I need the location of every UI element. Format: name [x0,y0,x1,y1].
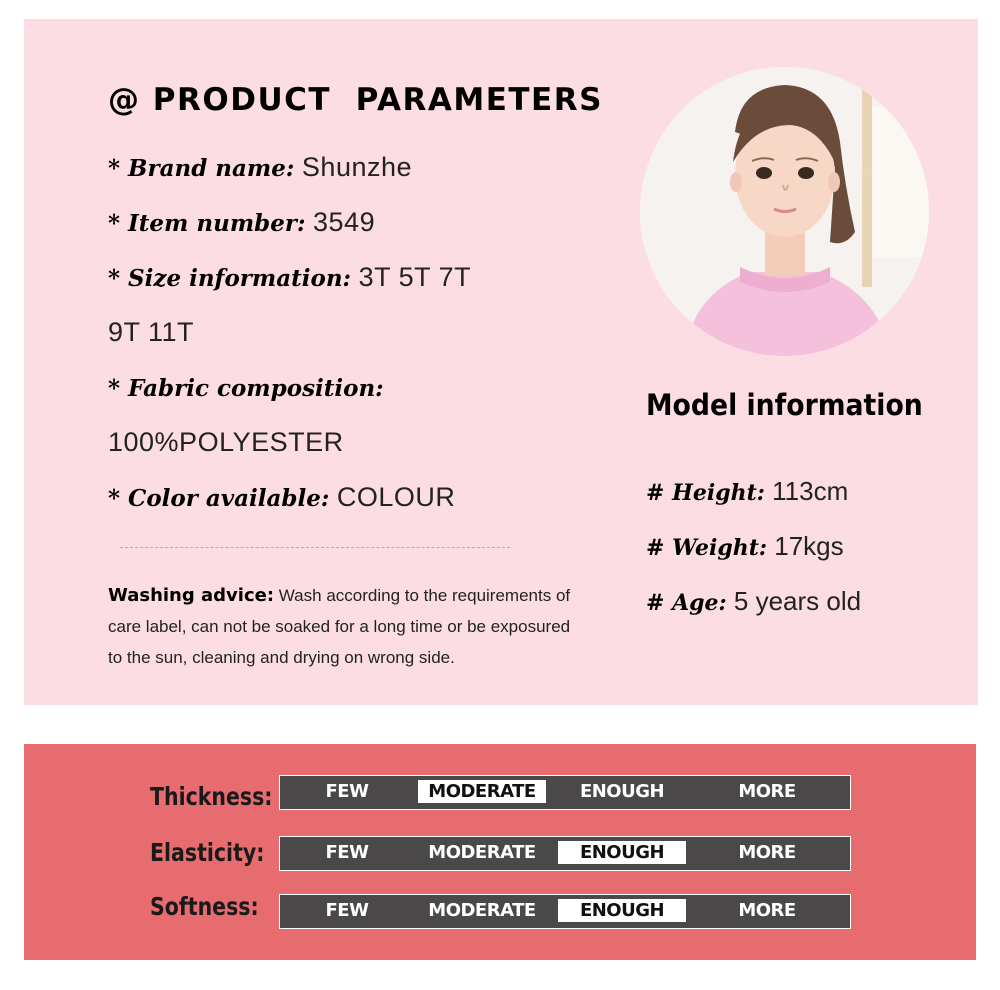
divider [120,547,510,548]
size-value: 3T 5T 7T [358,262,472,292]
item-number-value: 3549 [313,207,376,237]
color-label: * Color available: [108,485,330,512]
thickness-option-moderate: MODERATE [418,780,546,803]
model-photo-illustration [640,67,929,356]
model-weight-value: 17kgs [774,531,844,561]
model-age-row [646,586,861,617]
size-row [108,262,471,293]
thickness-label: Thickness: [150,782,273,811]
elasticity-option-enough: ENOUGH [558,841,686,864]
washing-advice [108,580,588,673]
color-row [108,482,455,513]
softness-option-enough: ENOUGH [558,899,686,922]
size-label: * Size information: [108,265,352,292]
elasticity-label: Elasticity: [150,838,265,867]
softness-option-more: MORE [738,900,796,921]
model-photo [640,67,929,356]
washing-advice-text: Wash according to the requirements of care label, can not be soaked for a long time or be exposured to the sun, cleaning and drying on wrong side. [108,586,571,667]
elasticity-option-moderate: MODERATE [428,842,536,863]
thickness-scale [279,775,851,810]
model-weight-label: # Weight: [646,535,768,561]
fabric-row [108,372,384,403]
softness-option-few: FEW [325,900,369,921]
washing-advice-label: Washing advice: [108,585,275,606]
fabric-label: * Fabric composition: [108,375,384,402]
model-height-label: # Height: [646,480,765,506]
thickness-option-enough: ENOUGH [579,781,665,802]
elasticity-scale [279,836,851,871]
model-height-value: 113cm [772,476,849,506]
model-info-title: Model information [646,388,923,422]
item-number-label: * Item number: [108,210,306,237]
brand-row [108,152,412,183]
model-weight-row [646,531,844,562]
model-age-value: 5 years old [733,586,862,616]
softness-option-moderate: MODERATE [428,900,536,921]
brand-label: * Brand name: [108,155,295,182]
page-title: @ PRODUCT PARAMETERS [108,82,603,118]
model-age-label: # Age: [646,590,727,616]
fabric-value: 100%POLYESTER [108,427,344,457]
thickness-option-more: MORE [738,781,796,802]
softness-scale [279,894,851,929]
color-value: COLOUR [336,482,456,512]
elasticity-option-few: FEW [325,842,369,863]
softness-label: Softness: [150,892,259,921]
thickness-option-few: FEW [325,781,369,802]
item-number-row [108,207,375,238]
model-height-row [646,476,848,507]
fabric-value-row [108,427,344,458]
size-value-continued: 9T 11T [108,317,195,347]
elasticity-option-more: MORE [738,842,796,863]
brand-value: Shunzhe [301,152,413,182]
size-row-continued [108,317,194,348]
